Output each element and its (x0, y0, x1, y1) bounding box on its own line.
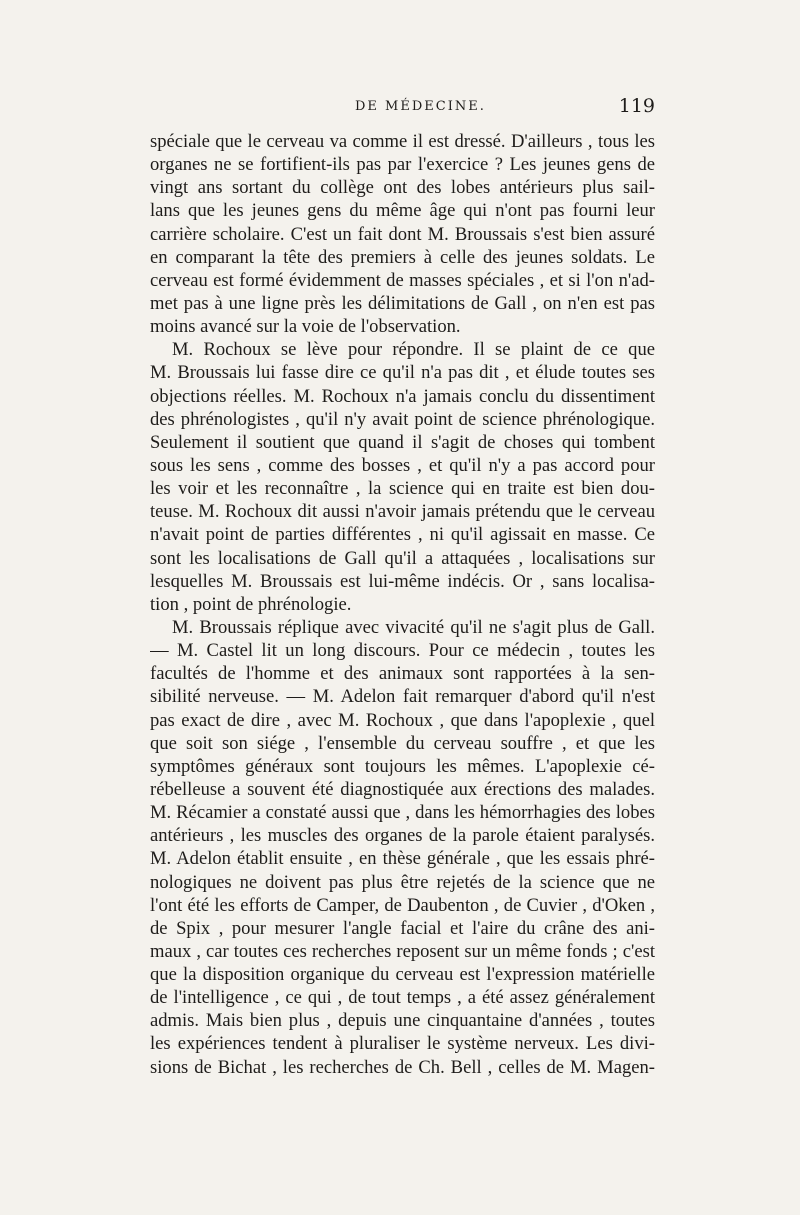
running-title: DE MÉDECINE. (355, 99, 486, 114)
text-line: tion , point de phrénologie. (150, 593, 352, 615)
text-line: maux , car toutes ces recherches reposent sur un même fonds ; c'est (150, 940, 655, 962)
text-line: que soit son siége , l'ensemble du cerveau souffre , et que les (150, 732, 655, 754)
text-line: en comparant la tête des premiers à celle des jeunes soldats. Le (150, 246, 655, 268)
text-line: teuse. M. Rochoux dit aussi n'avoir jamais prétendu que le cerveau (150, 501, 655, 523)
text-line: sions de Bichat , les recherches de Ch. Bell , celles de M. Magen- (150, 1056, 655, 1078)
text-line: les voir et les reconnaître , la science qui en traite est bien dou- (150, 478, 655, 500)
text-line: que la disposition organique du cerveau est l'expression matérielle (150, 964, 655, 986)
text-line: lesquelles M. Broussais est lui-même indécis. Or , sans localisa- (150, 570, 655, 592)
text-line: M. Broussais réplique avec vivacité qu'il ne s'agit plus de Gall. (172, 616, 655, 638)
text-line: carrière scholaire. C'est un fait dont M. Broussais s'est bien assuré (150, 223, 655, 245)
text-line: antérieurs , les muscles des organes de la parole étaient paralysés. (150, 825, 655, 847)
text-line: M. Adelon établit ensuite , en thèse générale , que les essais phré- (150, 848, 655, 870)
text-line: sont les localisations de Gall qu'il a attaquées , localisations sur (150, 547, 655, 569)
text-line: sous les sens , comme des bosses , et qu'il n'y a pas accord pour (150, 454, 655, 476)
page-number: 119 (618, 95, 655, 117)
text-line: spéciale que le cerveau va comme il est dressé. D'ailleurs , tous les (150, 131, 655, 152)
text-line: les expériences tendent à pluraliser le système nerveux. Les divi- (150, 1033, 655, 1055)
text-line: admis. Mais bien plus , depuis une cinquantaine d'années , toutes (150, 1010, 655, 1032)
text-line: symptômes généraux sont toujours les mêmes. L'apoplexie cé- (150, 755, 655, 777)
paragraph (150, 338, 655, 616)
text-line: moins avancé sur la voie de l'observation. (150, 316, 461, 338)
text-line: M. Récamier a constaté aussi que , dans les hémorrhagies des lobes (150, 802, 655, 824)
text-line: pas exact de dire , avec M. Rochoux , que dans l'apoplexie , quel (150, 709, 655, 731)
text-line: de Spix , pour mesurer l'angle facial et l'aire du crâne des ani- (150, 917, 655, 939)
paragraph (150, 616, 655, 1079)
text-line: facultés de l'homme et des animaux sont rapportées à la sen- (150, 663, 655, 685)
text-line: — M. Castel lit un long discours. Pour ce médecin , toutes les (150, 640, 655, 662)
text-line: vingt ans sortant du collège ont des lobes antérieurs plus sail- (150, 177, 655, 199)
text-line: objections réelles. M. Rochoux n'a jamais conclu du dissentiment (150, 385, 655, 407)
text-line: n'avait point de parties différentes , ni qu'il agissait en masse. Ce (150, 524, 655, 546)
text-line: lans que les jeunes gens du même âge qui n'ont pas fourni leur (150, 200, 655, 222)
text-line: M. Rochoux se lève pour répondre. Il se plaint de ce que (172, 339, 655, 361)
text-line: nologiques ne doivent pas plus être rejetés de la science que ne (150, 871, 655, 893)
text-line: sibilité nerveuse. — M. Adelon fait remarquer d'abord qu'il n'est (150, 686, 655, 708)
paragraph (150, 130, 655, 338)
text-line: met pas à une ligne près les délimitations de Gall , on n'en est pas (150, 292, 655, 314)
text-line: de l'intelligence , ce qui , de tout temps , a été assez généralement (150, 987, 655, 1009)
text-line: rébelleuse a souvent été diagnostiquée aux érections des malades. (150, 778, 655, 800)
text-line: Seulement il soutient que quand il s'agit de choses qui tombent (150, 431, 655, 453)
text-line: des phrénologistes , qu'il n'y avait point de science phrénologique. (150, 408, 655, 430)
text-line: organes ne se fortifient-ils pas par l'exercice ? Les jeunes gens de (150, 154, 655, 176)
body-text (150, 130, 655, 1079)
page-header (150, 95, 655, 125)
text-line: M. Broussais lui fasse dire ce qu'il n'a pas dit , et élude toutes ses (150, 362, 655, 384)
text-line: cerveau est formé évidemment de masses spéciales , et si l'on n'ad- (150, 269, 655, 291)
text-line: l'ont été les efforts de Camper, de Daubenton , de Cuvier , d'Oken , (150, 894, 655, 916)
